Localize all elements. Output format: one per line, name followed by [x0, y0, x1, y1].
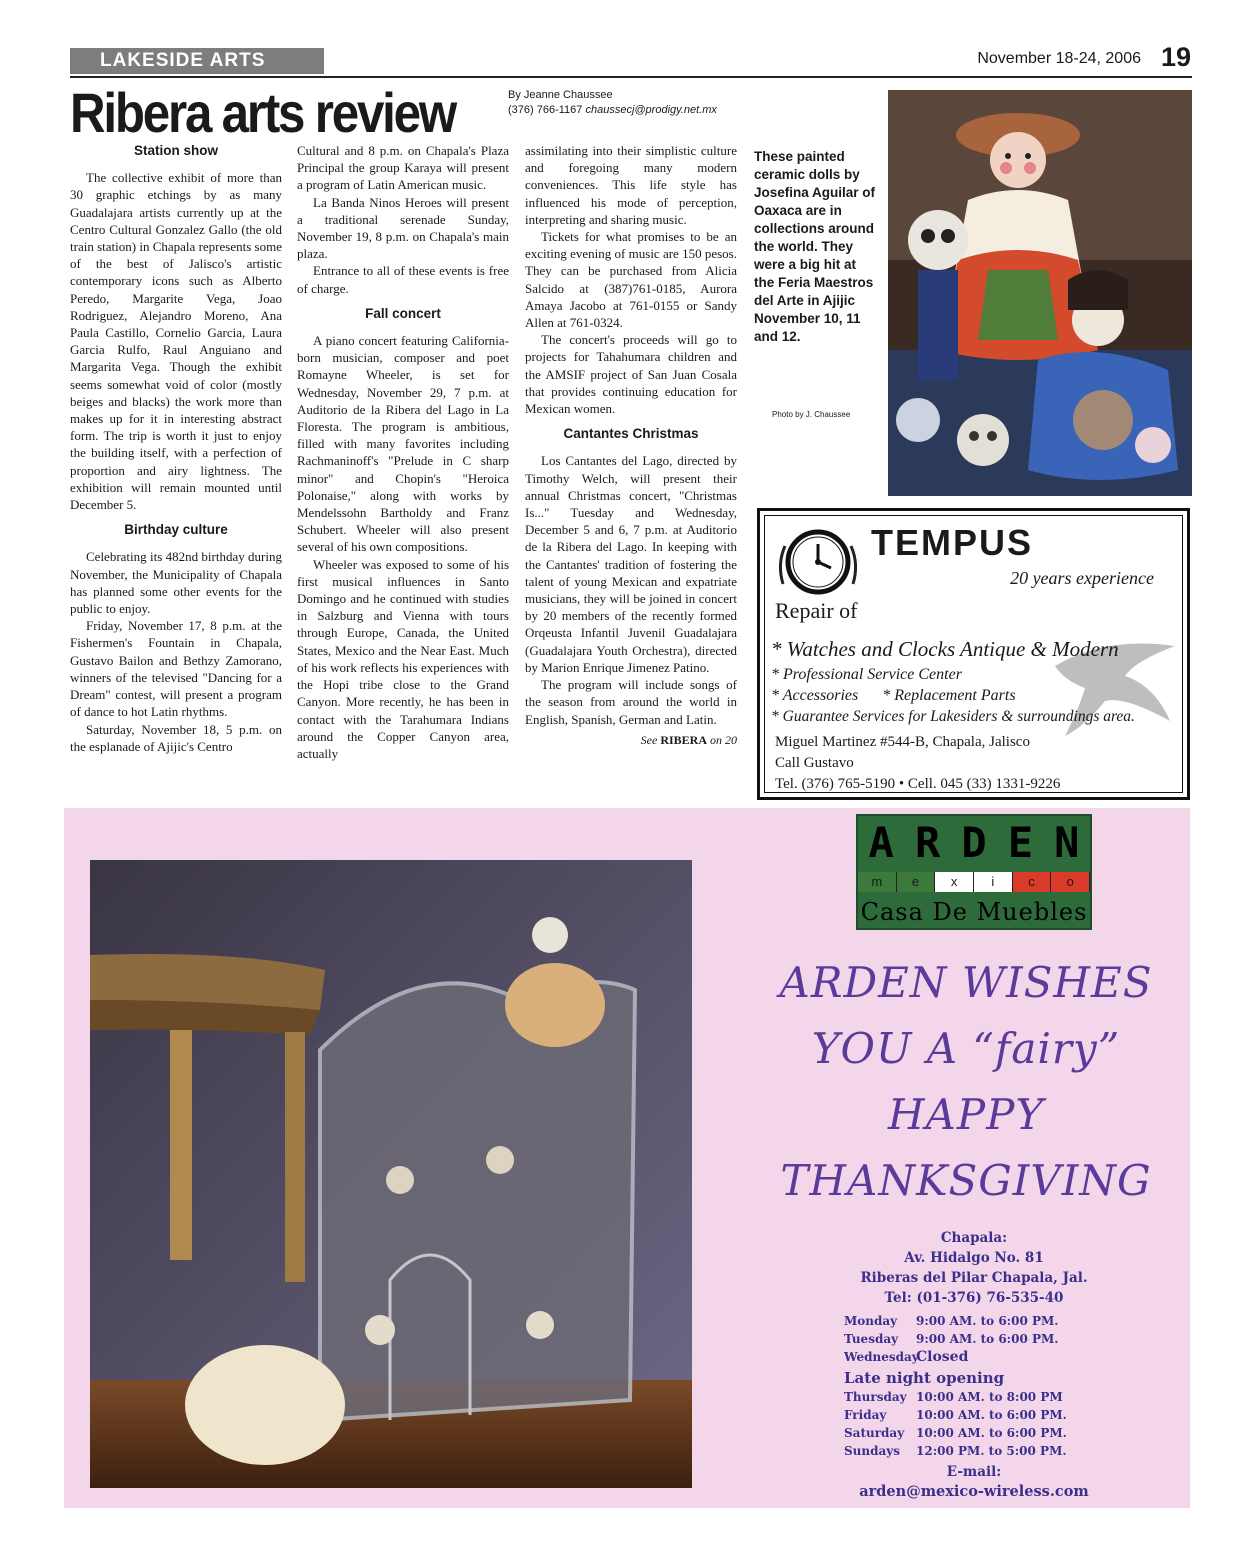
subhead-birthday-culture: Birthday culture: [124, 522, 228, 538]
paragraph: Los Cantantes del Lago, directed by Timothy Welch, will present their annual Christmas concert, "Christmas Is..." Tuesday and Wednesday, December 5 and 6, 7 p.m. at Auditorio de la Ribera del Lago. In keeping with the Cantantes' tradition of fostering the talent of young Mexican and expatriate musicians, they will be joined in concert by 20 members of the recently formed Orqeusta Infantil Juvenil Guadalajara (Guadalajara Youth Orchestra), directed by Marion Enrique Jimenez Patino.: [525, 453, 737, 675]
tempus-address: Miguel Martinez #544-B, Chapala, Jalisco: [775, 734, 1030, 750]
byline: [508, 88, 717, 118]
paragraph: A piano concert featuring California-born musician, composer and poet Romayne Wheeler, is set for Wednesday, November 29, 7 p.m. at Auditorio de la Ribera del Lago in La Floresta. The program is ambitious, filled with many favorites including Rachmaninoff's "Prelude in C sharp minor" and Chopin's "Heroica Polonaise," along with works by Mendelssohn Bartholdy and Franz Schubert. Wheeler will also present several of his own compositions.: [297, 333, 509, 555]
tempus-contact: [775, 732, 1060, 795]
paragraph: Entrance to all of these events is free of charge.: [297, 263, 509, 296]
hours-row: WednesdayClosed: [844, 1349, 969, 1365]
byline-email: chaussecj@prodigy.net.mx: [585, 104, 717, 116]
arden-hours: [844, 1312, 1104, 1366]
tempus-name: TEMPUS: [871, 522, 1034, 563]
paragraph: The collective exhibit of more than 30 graphic etchings by as many Guadalajara artists currently up at the Centro Cultural Gonzalez Gallo (the old train station) in Chapala represents some of the best of Jalisco's artistic contemporary icons such as Alberto Peredo, Margarite Vega, Joao Rodriguez, Alejandro Moreno, Ana Paula Castillo, Cornelio Garcia, Laura Garcia Rulfo, Raul Anguiano and Margarita Vega. Though the exhibit seems somewhat void of color (mostly beiges and blacks) the work more than makes up for it in interesting abstract form. The trip is worth it just to enjoy the building itself, with a perfection of proportion and airy lightness. The exhibition will remain mounted until December 5.: [70, 170, 282, 513]
arden-phone: Tel: (01-376) 76-535-40: [884, 1290, 1064, 1306]
tempus-call: Call Gustavo: [775, 755, 854, 771]
page-number: 19: [1160, 42, 1191, 72]
photo-credit: Photo by J. Chaussee: [772, 410, 851, 419]
tempus-service-watches: * Watches and Clocks Antique & Modern: [771, 637, 1119, 661]
section-tag: LAKESIDE ARTS: [70, 48, 324, 74]
paragraph: Wheeler was exposed to some of his first musical influences in Santo Domingo and he continued with studies in Salzburg and Vienna with tours through Europe, Canada, the United States, Mexico and the Near East. Much of his work reflects his experiences with the Hopi tribe close to the Grand Canyon. More recently, he has been in contact with the Tarahumara Indians around the Copper Canyon area, actually: [297, 556, 509, 761]
arden-logo-mexico: m e x i c o: [858, 872, 1090, 892]
tempus-repair-heading: Repair of: [775, 598, 858, 623]
paragraph: Celebrating its 482nd birthday during November, the Municipality of Chapala has planned some other events for the public to enjoy.: [70, 549, 282, 617]
paragraph: The concert's proceeds will go to projects for Tahahumara children and the AMSIF project of San Juan Cosala that provides continuing education for Mexican women.: [525, 332, 737, 417]
paragraph: Friday, November 17, 8 p.m. at the Fishermen's Fountain in Chapala, Gustavo Bailon and Bethzy Zamorano, winners of the televised "Dancing for a Dream" contest, will present a program of dance to hot Latin rhythms.: [70, 618, 282, 720]
byline-name: By Jeanne Chaussee: [508, 89, 613, 101]
arden-ad: [64, 808, 1190, 1508]
paragraph: Saturday, November 18, 5 p.m. on the esplanade of Ajijic's Centro: [70, 721, 282, 754]
arden-greeting: ARDEN WISHES YOU A “fairy” HAPPY THANKSGIVING: [779, 958, 1153, 1205]
tempus-phones: Tel. (376) 765-5190 • Cell. 045 (33) 1331-9226: [775, 776, 1061, 792]
subhead-station-show: Station show: [134, 143, 218, 158]
arden-logo: [856, 814, 1092, 930]
ceramic-dolls-photo: [888, 90, 1192, 496]
arden-late-hours: [844, 1388, 1104, 1460]
paragraph: Tickets for what promises to be an exciting evening of music are 150 pesos. They can be purchased from Alicia Salcido at (387)761-0185, Aurora Amaya Jacobo at 761-0155 or Sandy Allen at 761-0324.: [525, 229, 737, 331]
arden-street: Av. Hidalgo No. 81: [904, 1250, 1044, 1266]
tempus-service-guarantee: * Guarantee Services for Lakesiders & surroundings area.: [771, 708, 1135, 725]
tempus-experience: 20 years experience: [1010, 568, 1154, 588]
paragraph: Cultural and 8 p.m. on Chapala's Plaza Principal the group Karaya will present a program of Latin American music.: [297, 143, 509, 193]
article-column-1: [70, 142, 282, 755]
tempus-service-accessories: * Accessories * Replacement Parts: [771, 687, 1016, 704]
late-night-heading: Late night opening: [844, 1369, 1005, 1387]
arden-city: Chapala:: [940, 1230, 1008, 1246]
hours-row: Tuesday 9:00 AM. to 6:00 PM.: [844, 1332, 1059, 1346]
header-rule: [70, 76, 1192, 78]
issue-date: November 18-24, 2006: [977, 50, 1141, 67]
continued-reference: See RIBERA on 20: [640, 732, 737, 747]
subhead-cantantes-christmas: Cantantes Christmas: [563, 426, 699, 442]
arden-email: arden@mexico-wireless.com: [859, 1483, 1089, 1500]
furniture-photo: [90, 860, 692, 1488]
hours-row: Saturday 10:00 AM. to 6:00 PM.: [844, 1426, 1067, 1440]
subhead-fall-concert: Fall concert: [365, 305, 441, 321]
tempus-service-center: * Professional Service Center: [771, 666, 962, 683]
arden-email-label: E-mail:: [946, 1464, 1002, 1480]
hours-row: Monday 9:00 AM. to 6:00 PM.: [844, 1314, 1059, 1328]
byline-contact: (376) 766-1167 chaussecj@prodigy.net.mx: [508, 104, 717, 116]
arden-area: Riberas del Pilar Chapala, Jal.: [860, 1270, 1088, 1286]
tempus-ad: [757, 508, 1190, 800]
arden-logo-tagline: Casa De Muebles: [860, 898, 1088, 926]
hours-row: Thursday 10:00 AM. to 8:00 PM: [844, 1390, 1063, 1404]
photo-caption: These painted ceramic dolls by Josefina Aguilar of Oaxaca are in collections around the world. They were a big hit at the Feria Maestros del Arte in Ajijic November 10, 11 and 12.: [754, 149, 876, 344]
hours-row: Friday 10:00 AM. to 6:00 PM.: [844, 1408, 1067, 1422]
hours-row: Sundays 12:00 PM. to 5:00 PM.: [844, 1444, 1067, 1458]
tempus-services: [771, 634, 1181, 727]
paragraph: The program will include songs of the season from around the world in English, Spanish, German and Latin.: [525, 677, 737, 727]
article-column-3: [525, 142, 737, 749]
paragraph: La Banda Ninos Heroes will present a traditional serenade Sunday, November 19, 8 p.m. on Chapala's main plaza.: [297, 194, 509, 262]
headline: Ribera arts review: [70, 81, 455, 144]
arden-store-info: [844, 1228, 1104, 1502]
arden-logo-wordmark: A R D E N: [868, 817, 1080, 867]
tempus-ad-frame: [764, 515, 1183, 793]
paragraph: assimilating into their simplistic culture and foregoing many modern conveniences. This life style has influenced his mode of perception, interpreting and sharing music.: [525, 143, 737, 227]
article-column-2: [297, 142, 509, 762]
